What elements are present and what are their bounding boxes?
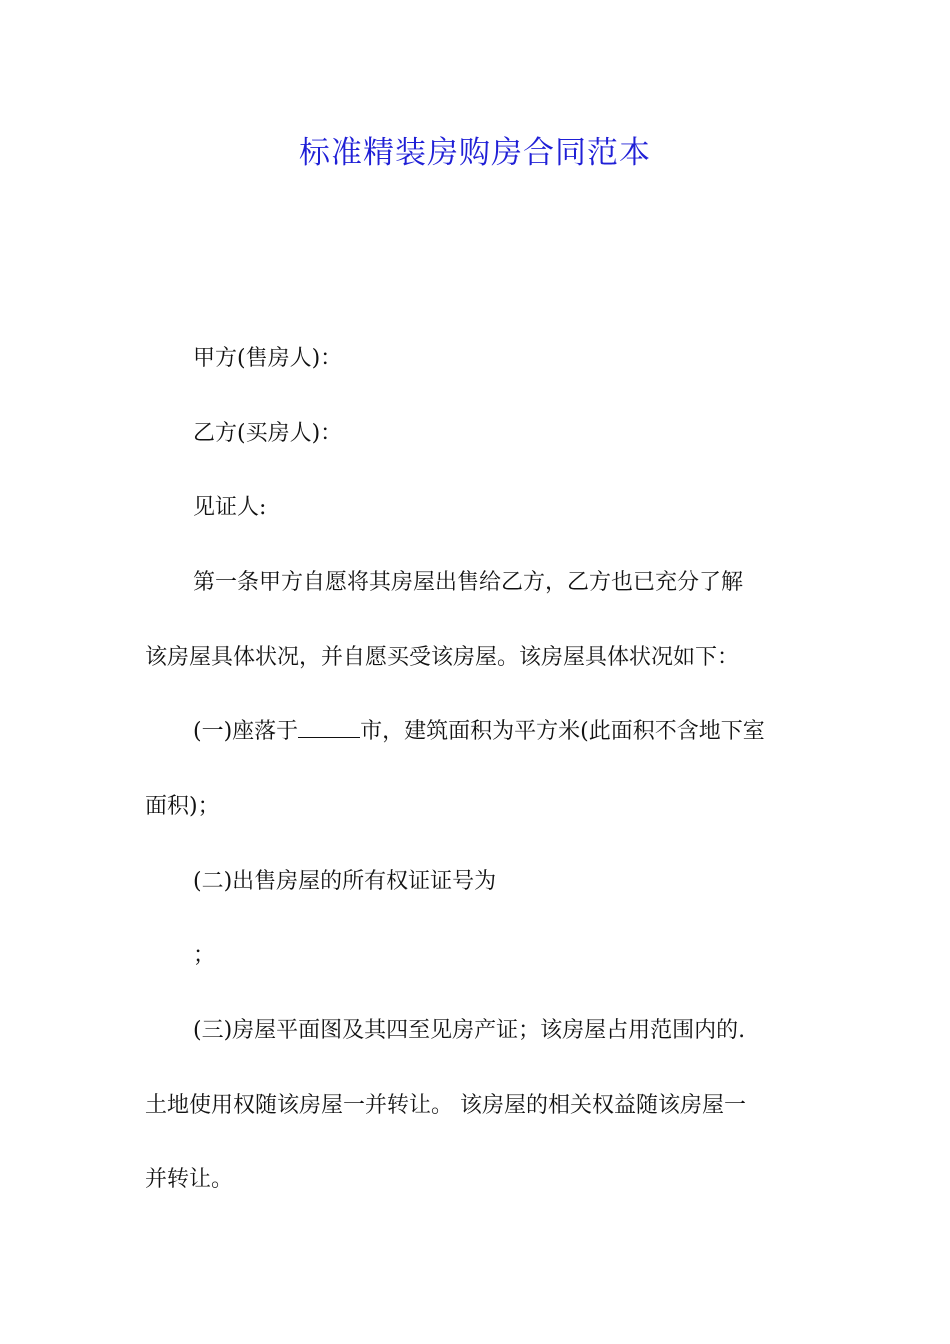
item-1-prefix: (一)座落于	[193, 719, 299, 744]
article-1-line-2: 该房屋具体状况，并自愿买受该房屋。该房屋具体状况如下：	[145, 645, 740, 670]
party-a-line: 甲方(售房人)：	[193, 346, 343, 371]
document-title: 标准精装房购房合同范本	[299, 135, 651, 171]
party-b-line: 乙方(买房人)：	[193, 421, 343, 446]
article-1-line-1: 第一条甲方自愿将其房屋出售给乙方，乙方也已充分了解	[193, 570, 744, 595]
item-1-line-2: 面积)；	[145, 794, 220, 819]
item-3-line-3: 并转让。	[145, 1167, 234, 1192]
item-2-line-1: (二)出售房屋的所有权证证号为	[193, 869, 497, 894]
item-2-line-2: ；	[193, 943, 216, 968]
item-1-line-1	[193, 716, 765, 748]
witness-line: 见证人:	[193, 495, 267, 520]
item-1-suffix: 市，建筑面积为平方米(此面积不含地下室	[360, 719, 765, 744]
item-3-line-1: (三)房屋平面图及其四至见房产证；该房屋占用范围内的.	[193, 1018, 746, 1043]
item-3-line-2: 土地使用权随该房屋一并转让。 该房屋的相关权益随该房屋一	[145, 1093, 746, 1118]
city-blank-field	[298, 717, 360, 738]
